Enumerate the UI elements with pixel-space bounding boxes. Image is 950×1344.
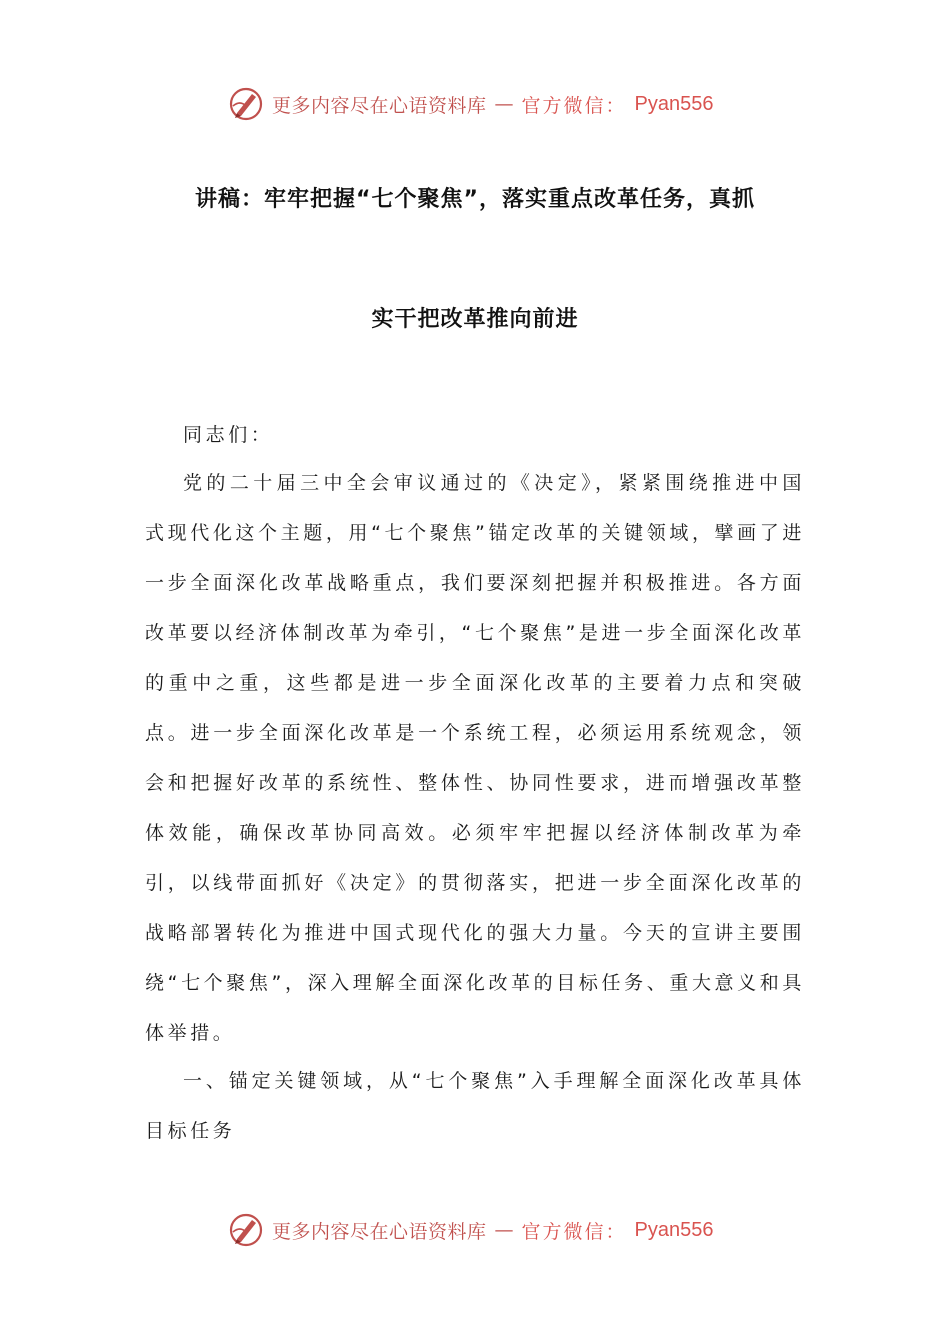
section-heading-1 [145, 1056, 805, 1156]
section-heading-1-text: 一、锚定关键领域，从“七个聚焦”入手理解全面深化改革具体目标任务 [145, 1070, 805, 1142]
promo-text: 更多内容尽在心语资料库 [272, 1220, 487, 1243]
document-title-line1: 讲稿：牢牢把握“七个聚焦”，落实重点改革任务，真抓 [195, 187, 755, 212]
header-banner [228, 84, 714, 124]
paragraph-1 [145, 458, 805, 1058]
wechat-id: Pyan556 [634, 1218, 714, 1241]
salutation-text: 同志们： [183, 424, 274, 446]
document-title-line2: 实干把改革推向前进 [371, 307, 579, 332]
separator-dash: — [494, 1219, 514, 1241]
pen-logo-icon [228, 86, 264, 122]
paragraph-1-text: 党的二十届三中全会审议通过的《决定》，紧紧围绕推进中国式现代化这个主题，用“七个聚焦”锚定改革的关键领域，擘画了进一步全面深化改革战略重点，我们要深刻把握并积极推进。各方面改革要以经济体制改革为牵引，“七个聚焦”是进一步全面深化改革的重中之重，这些都是进一步全面深化改革的主要着力点和突破点。进一步全面深化改革是一个系统工程，必须运用系统观念，领会和把握好改革的系统性、整体性、协同性要求，进而增强改革整体效能，确保改革协同高效。必须牢牢把握以经济体制改革为牵引，以线带面抓好《决定》的贯彻落实，把进一步全面深化改革的战略部署转化为推进中国式现代化的强大力量。今天的宣讲主要围绕“七个聚焦”，深入理解全面深化改革的目标任务、重大意义和具体举措。 [145, 472, 805, 1044]
official-wechat-label: 官方微信： [521, 94, 627, 117]
wechat-id: Pyan556 [634, 92, 714, 115]
separator-dash: — [494, 93, 514, 115]
official-wechat-label: 官方微信： [521, 1220, 627, 1243]
salutation [145, 410, 805, 460]
footer-banner [228, 1210, 714, 1250]
pen-logo-icon [228, 1212, 264, 1248]
promo-text: 更多内容尽在心语资料库 [272, 94, 487, 117]
